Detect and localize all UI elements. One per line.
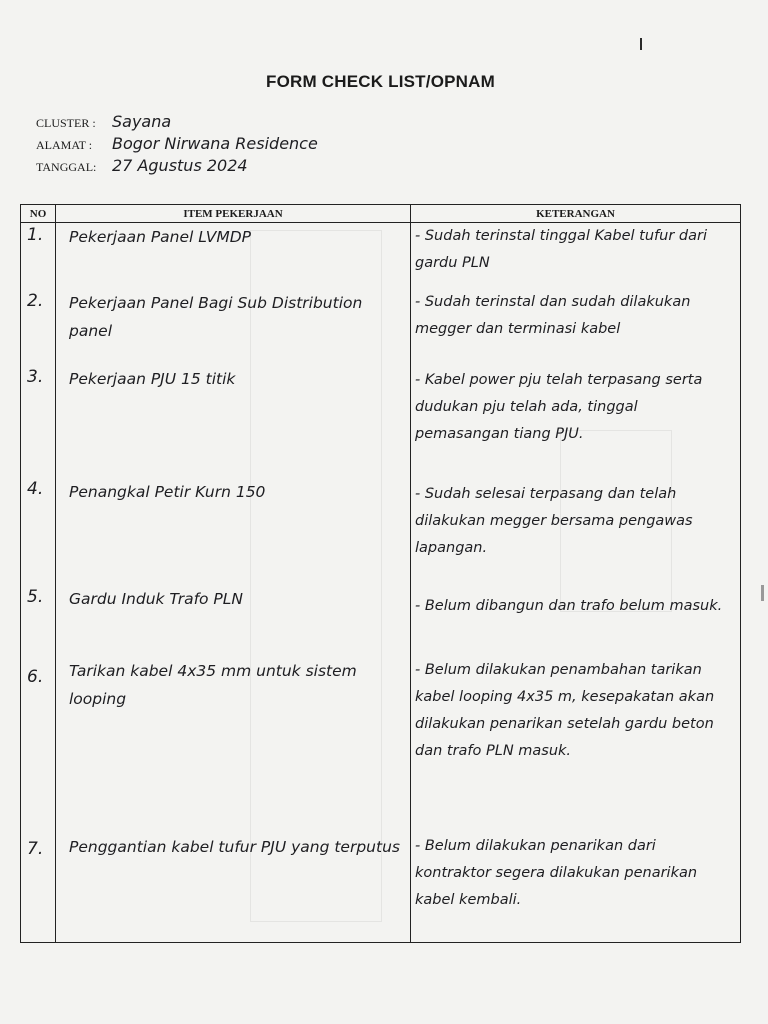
row-4-keterangan: - Sudah selesai terpasang dan telah dilakukan megger bersama pengawas lapangan.: [415, 486, 693, 556]
tanggal-value: 27 Agustus 2024: [112, 156, 248, 175]
row-5-item: Gardu Induk Trafo PLN: [69, 590, 244, 608]
row-7-no: 7.: [27, 839, 44, 859]
alamat-row: [36, 134, 318, 158]
row-3-item: Pekerjaan PJU 15 titik: [69, 370, 236, 388]
row-4-no: 4.: [27, 479, 44, 499]
checklist-table: [20, 204, 741, 943]
row-5-no: 5.: [27, 587, 44, 607]
pen-mark-2: [761, 585, 764, 601]
alamat-label: ALAMAT :: [36, 138, 93, 152]
row-4-item: Penangkal Petir Kurn 150: [69, 483, 266, 501]
header-keterangan: KETERANGAN: [536, 208, 615, 220]
row-1-no: 1.: [27, 225, 44, 245]
row-6-no: 6.: [27, 667, 44, 687]
row-3-keterangan: - Kabel power pju telah terpasang serta dudukan pju telah ada, tinggal pemasangan tiang PJU.: [415, 372, 703, 442]
pen-mark: [640, 38, 642, 50]
alamat-value: Bogor Nirwana Residence: [112, 134, 318, 153]
tanggal-label: TANGGAL:: [36, 160, 97, 174]
header-no: NO: [29, 208, 47, 220]
row-2-item: Pekerjaan Panel Bagi Sub Distribution panel: [69, 294, 363, 340]
header-item-pekerjaan: ITEM PEKERJAAN: [183, 208, 283, 220]
row-2-keterangan: - Sudah terinstal dan sudah dilakukan megger dan terminasi kabel: [415, 294, 691, 337]
cluster-value: Sayana: [112, 112, 172, 131]
row-1-keterangan: - Sudah terinstal tinggal Kabel tufur dari gardu PLN: [415, 228, 707, 271]
row-7-item: Penggantian kabel tufur PJU yang terputus: [69, 838, 400, 856]
row-6-keterangan: - Belum dilakukan penambahan tarikan kabel looping 4x35 m, kesepakatan akan dilakukan penarikan setelah gardu beton dan trafo PLN masuk.: [415, 662, 715, 759]
cluster-label: CLUSTER :: [36, 116, 96, 130]
row-7-keterangan: - Belum dilakukan penarikan dari kontraktor segera dilakukan penarikan kabel kembali.: [415, 838, 698, 908]
row-1-item: Pekerjaan Panel LVMDP: [69, 228, 252, 246]
row-2-no: 2.: [27, 291, 44, 311]
form-title: FORM CHECK LIST/OPNAM: [266, 72, 495, 91]
column-divider-no: [55, 205, 56, 942]
row-3-no: 3.: [27, 367, 44, 387]
column-divider-item: [410, 205, 411, 942]
tanggal-row: [36, 156, 248, 180]
row-6-item: Tarikan kabel 4x35 mm untuk sistem looping: [69, 662, 357, 708]
row-5-keterangan: - Belum dibangun dan trafo belum masuk.: [415, 598, 723, 614]
cluster-row: [36, 112, 171, 136]
